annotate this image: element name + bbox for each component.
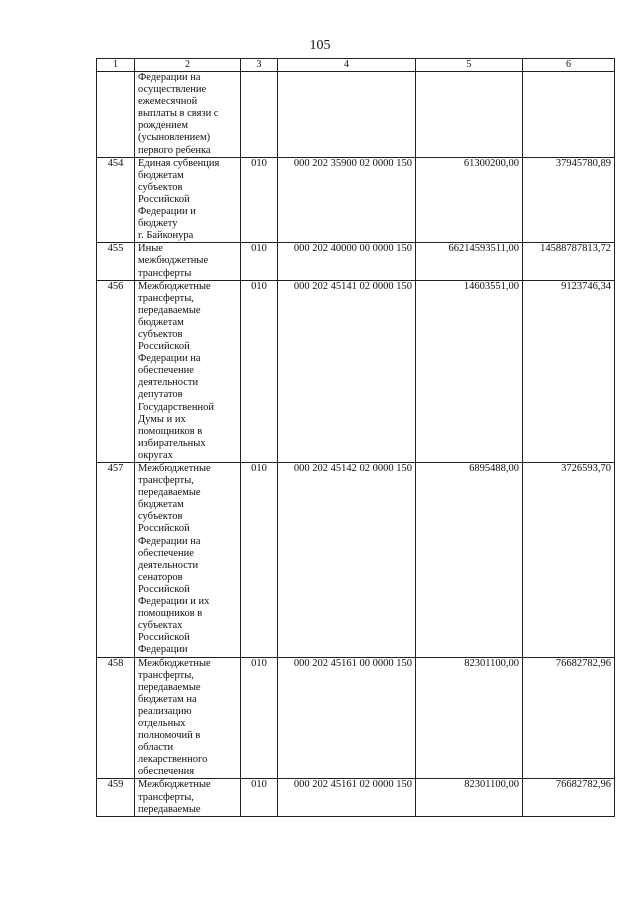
row-amount-6: 37945780,89 [523, 157, 615, 243]
table-header-row [97, 59, 615, 72]
row-amount-5: 82301100,00 [416, 657, 523, 779]
row-amount-6 [523, 72, 615, 158]
row-amount-5: 6895488,00 [416, 463, 523, 658]
row-number: 457 [97, 463, 135, 658]
row-amount-6: 3726593,70 [523, 463, 615, 658]
row-amount-5: 82301100,00 [416, 779, 523, 816]
row-name: Единая субвенция бюджетам субъектов Российской Федерации и бюджету г. Байконура [135, 157, 241, 243]
table-row [97, 243, 615, 280]
row-amount-6: 76682782,96 [523, 657, 615, 779]
row-amount-5 [416, 72, 523, 158]
table-row [97, 280, 615, 462]
row-name: Межбюджетные трансферты, передаваемые [135, 779, 241, 816]
column-header: 2 [135, 59, 241, 72]
row-code-3: 010 [241, 157, 278, 243]
row-code-3: 010 [241, 657, 278, 779]
row-code-3: 010 [241, 243, 278, 280]
row-budget-code: 000 202 45141 02 0000 150 [278, 280, 416, 462]
row-name: Межбюджетные трансферты, передаваемые бюджетам субъектов Российской Федерации на обеспечение деятельности сенаторов Российской Федерации и их помощников в субъектах Российской Федерации [135, 463, 241, 658]
row-budget-code: 000 202 45161 00 0000 150 [278, 657, 416, 779]
table-row [97, 157, 615, 243]
table-row [97, 657, 615, 779]
column-header: 5 [416, 59, 523, 72]
row-amount-5: 61300200,00 [416, 157, 523, 243]
row-code-3 [241, 72, 278, 158]
budget-table [96, 58, 615, 817]
row-name: Межбюджетные трансферты, передаваемые бюджетам на реализацию отдельных полномочий в области лекарственного обеспечения [135, 657, 241, 779]
row-budget-code: 000 202 45142 02 0000 150 [278, 463, 416, 658]
row-number: 458 [97, 657, 135, 779]
row-name: Федерации на осуществление ежемесячной выплаты в связи с рождением (усыновлением) первого ребенка [135, 72, 241, 158]
table-row [97, 779, 615, 816]
row-number: 459 [97, 779, 135, 816]
column-header: 4 [278, 59, 416, 72]
table-row [97, 463, 615, 658]
page-number: 105 [309, 38, 331, 53]
row-amount-5: 66214593511,00 [416, 243, 523, 280]
row-amount-6: 76682782,96 [523, 779, 615, 816]
row-amount-6: 9123746,34 [523, 280, 615, 462]
row-code-3: 010 [241, 779, 278, 816]
row-name: Иные межбюджетные трансферты [135, 243, 241, 280]
row-budget-code: 000 202 40000 00 0000 150 [278, 243, 416, 280]
row-number: 456 [97, 280, 135, 462]
table-row [97, 72, 615, 158]
row-code-3: 010 [241, 280, 278, 462]
column-header: 1 [97, 59, 135, 72]
row-name: Межбюджетные трансферты, передаваемые бюджетам субъектов Российской Федерации на обеспечение деятельности депутатов Государственной Думы и их помощников в избирательных округах [135, 280, 241, 462]
row-budget-code: 000 202 45161 02 0000 150 [278, 779, 416, 816]
row-code-3: 010 [241, 463, 278, 658]
row-amount-5: 14603551,00 [416, 280, 523, 462]
row-number: 455 [97, 243, 135, 280]
row-amount-6: 14588787813,72 [523, 243, 615, 280]
row-number [97, 72, 135, 158]
column-header: 3 [241, 59, 278, 72]
column-header: 6 [523, 59, 615, 72]
row-budget-code [278, 72, 416, 158]
row-number: 454 [97, 157, 135, 243]
row-budget-code: 000 202 35900 02 0000 150 [278, 157, 416, 243]
